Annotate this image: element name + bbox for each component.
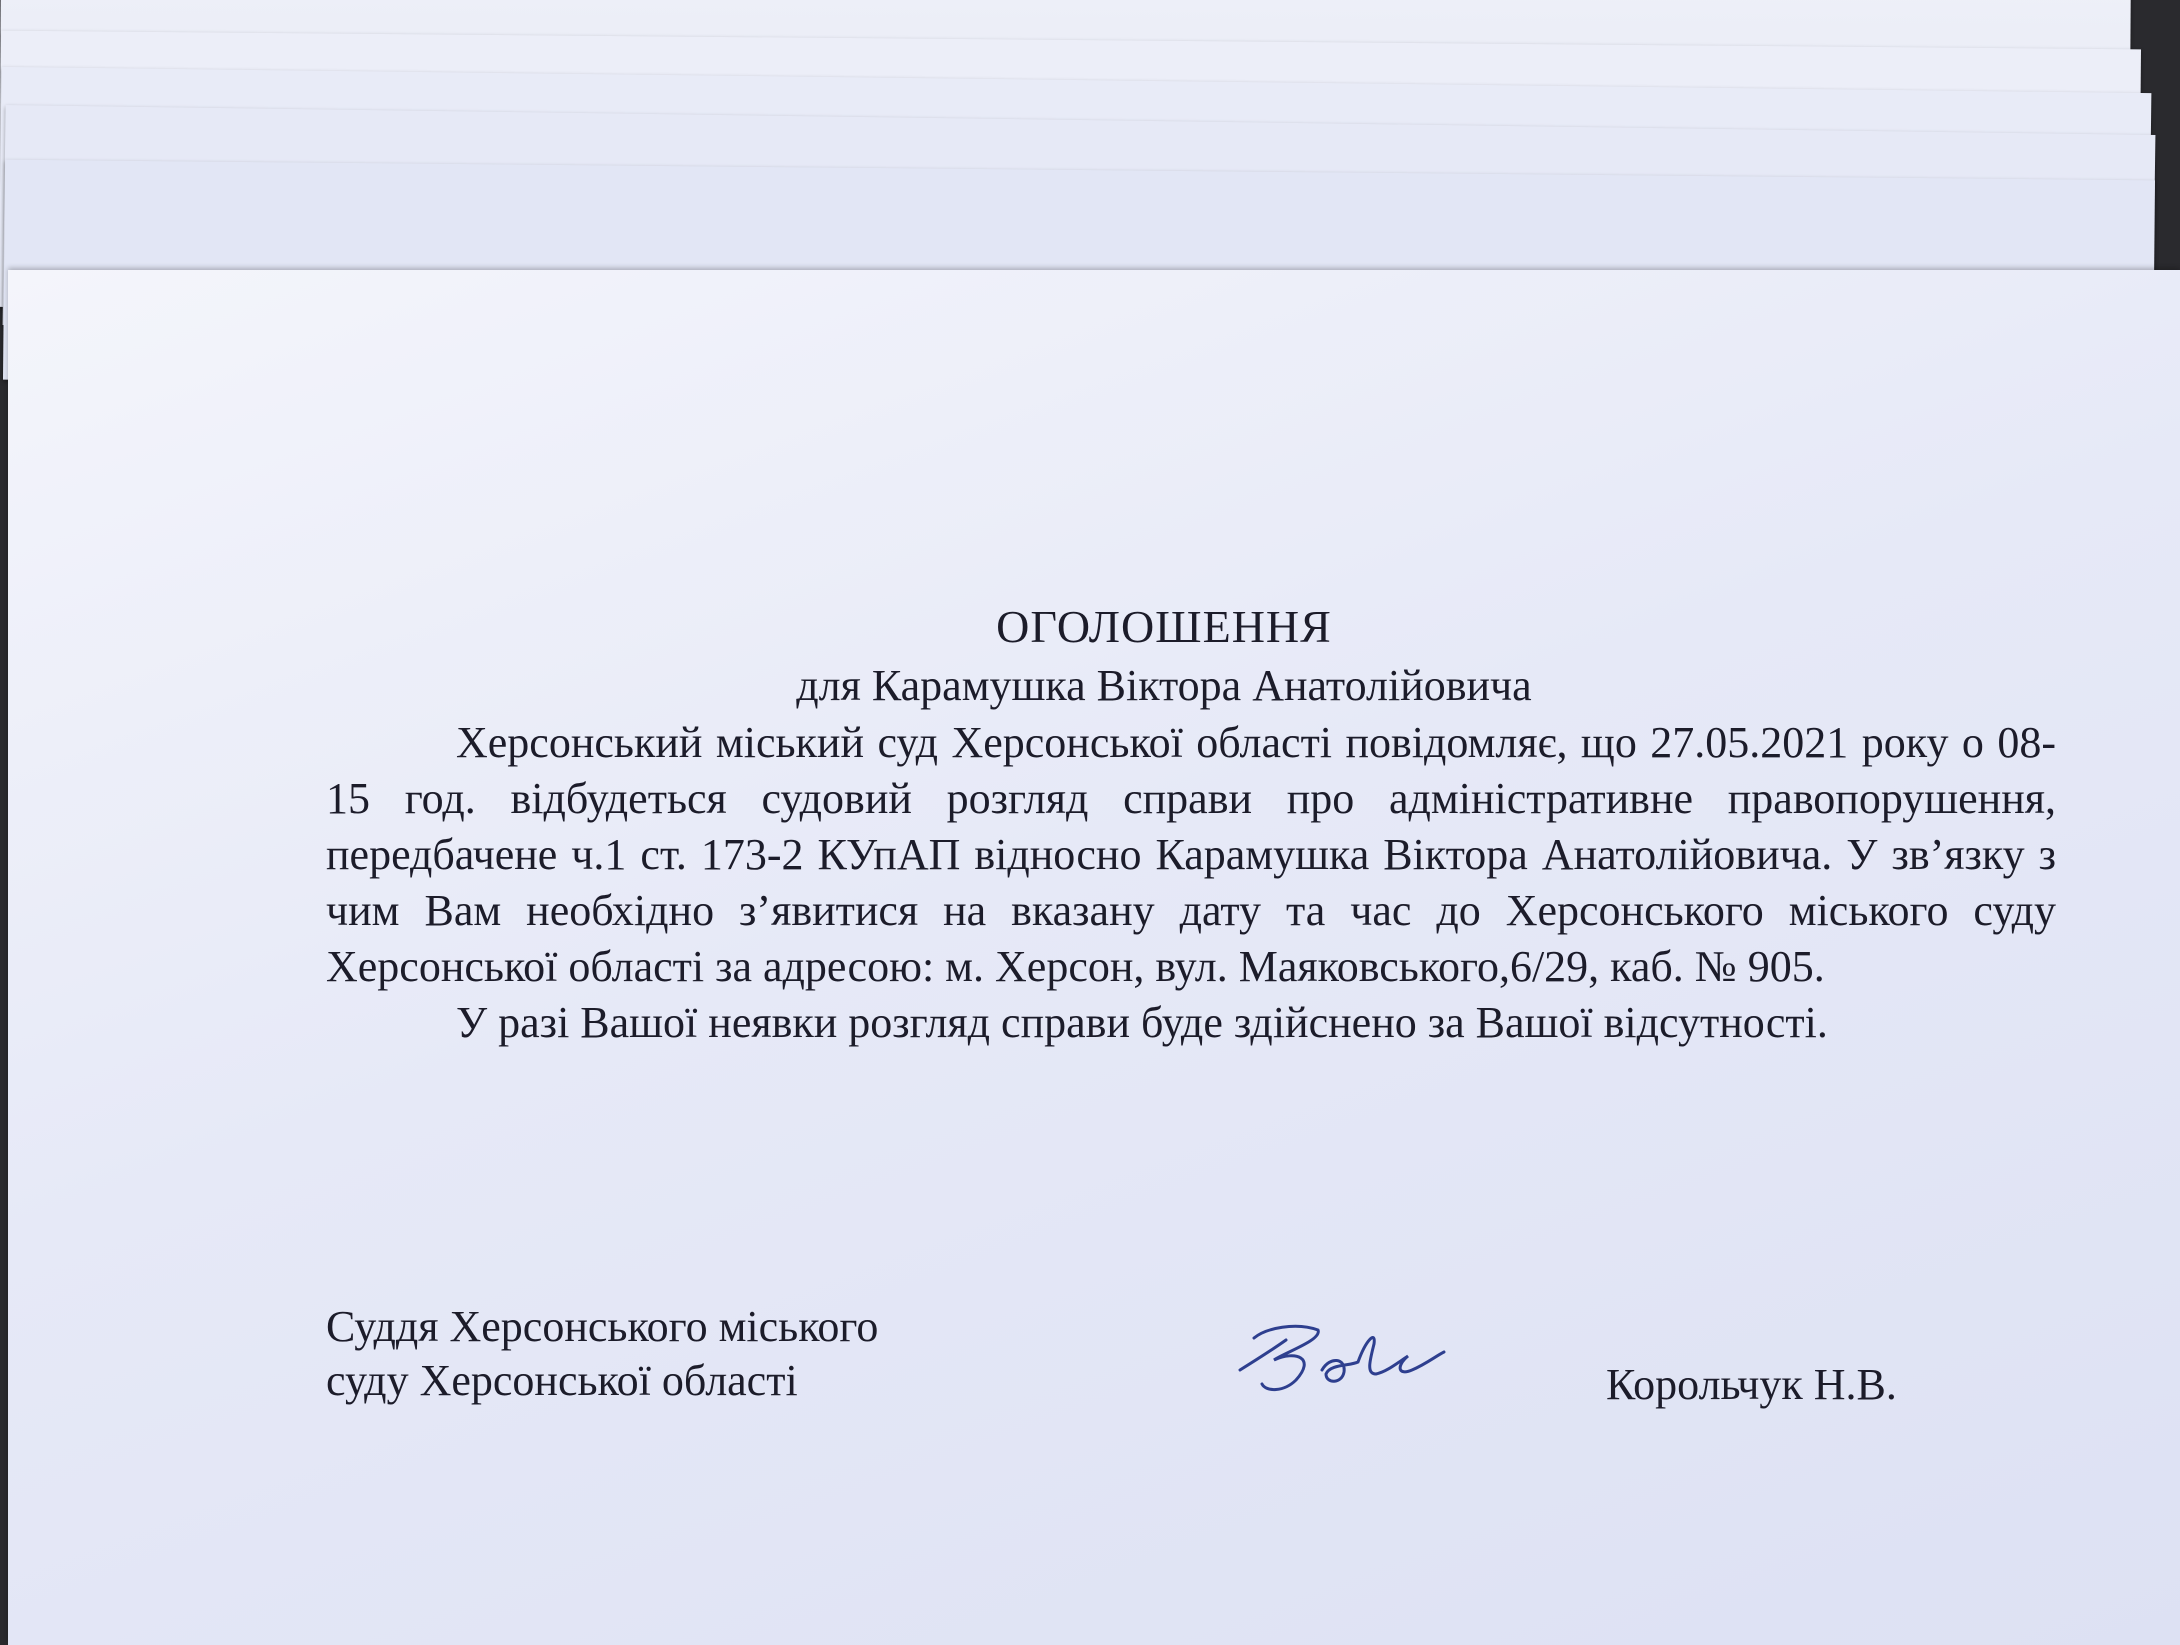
notice-addressee: для Карамушка Віктора Анатолійовича (796, 661, 1532, 710)
signature-block (326, 1300, 2056, 1420)
notice-document (8, 270, 2180, 1645)
notice-body (326, 715, 2056, 1051)
handwritten-signature (1226, 1300, 1446, 1410)
judge-title-line: суду Херсонської області (326, 1356, 798, 1405)
notice-paragraph-main: Херсонський міський суд Херсонської області повідомляє, що 27.05.2021 року о 08-15 год. відбудеться судовий розгляд справи про адміністративне правопорушення, передбачене ч.1 ст. 173-2 КУпАП відносно Карамушка Віктора Анатолійовича. У зв’язку з чим Вам необхідно з’явитися на вказану дату та час до Херсонського міського суду Херсонської області за адресою: м. Херсон, вул. Маяковського,6/29, каб. № 905. (326, 718, 2056, 991)
notice-title: ОГОЛОШЕННЯ (996, 601, 1332, 652)
judge-title-line: Суддя Херсонського міського (326, 1302, 879, 1351)
judge-title (326, 1300, 878, 1408)
judge-name: Корольчук Н.В. (1606, 1360, 1897, 1409)
notice-paragraph-absence: У разі Вашої неявки розгляд справи буде здійснено за Вашої відсутності. (456, 998, 1828, 1047)
